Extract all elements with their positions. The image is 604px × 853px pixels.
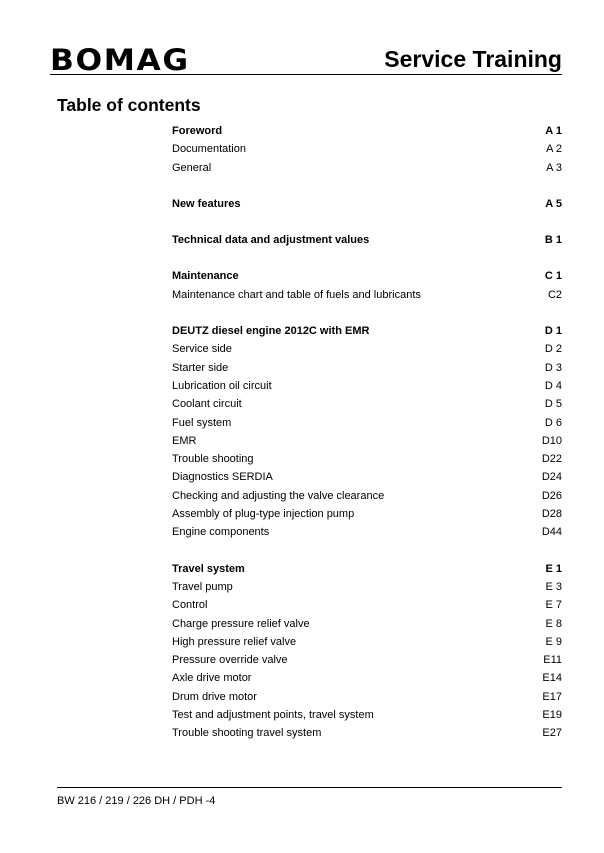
toc-entry[interactable]	[172, 414, 562, 432]
toc-entry-label: Travel system	[172, 562, 245, 575]
toc-entry[interactable]	[172, 688, 562, 706]
toc-section	[172, 560, 562, 743]
toc-entry-page: E19	[542, 709, 562, 722]
toc-entry-page: B 1	[544, 234, 562, 247]
toc-entry[interactable]	[172, 669, 562, 687]
toc-entry-page: D 6	[544, 416, 562, 429]
toc-entry-page: A 3	[546, 161, 562, 174]
toc-entry-page: D10	[541, 434, 562, 447]
toc-entry-label: DEUTZ diesel engine 2012C with EMR	[172, 325, 370, 338]
footer-divider	[57, 787, 562, 788]
toc-entry-page: A 5	[545, 197, 562, 210]
toc-entry-page: D26	[541, 489, 562, 502]
toc-entry-page: E11	[543, 654, 562, 667]
toc-entry-label: Control	[172, 599, 208, 612]
toc-entry[interactable]	[172, 578, 562, 596]
toc-entry-label: Charge pressure relief valve	[172, 617, 310, 630]
toc-entry-label: Travel pump	[172, 580, 233, 593]
toc-entry[interactable]	[172, 596, 562, 614]
toc-entry-label: Diagnostics SERDIA	[172, 471, 273, 484]
toc-entry-label: Trouble shooting	[172, 453, 254, 466]
toc-entry[interactable]	[172, 450, 562, 468]
toc-entry-label: Pressure override valve	[172, 654, 288, 667]
toc-entry-label: New features	[172, 197, 241, 210]
toc-section-heading[interactable]	[172, 322, 562, 340]
toc-entry-page: D 3	[544, 361, 562, 374]
toc-entry-page: D24	[541, 471, 562, 484]
toc-entry-page: E 8	[545, 617, 562, 630]
toc-entry-page: D 5	[544, 398, 562, 411]
toc-entry-label: Starter side	[172, 361, 229, 374]
toc-entry-page: A 1	[545, 125, 562, 137]
toc-entry[interactable]	[172, 159, 562, 177]
toc-section	[172, 267, 562, 304]
toc-section-heading[interactable]	[172, 122, 562, 140]
toc-entry-label: Service side	[172, 343, 232, 356]
toc-section-heading[interactable]	[172, 231, 562, 249]
toc-section	[172, 322, 562, 542]
toc-entry-label: Foreword	[172, 125, 223, 137]
toc-entry-label: Technical data and adjustment values	[172, 234, 370, 247]
toc-entry-label: Checking and adjusting the valve clearance	[172, 489, 385, 502]
toc-entry-label: Drum drive motor	[172, 690, 257, 703]
toc-entry-page: E14	[542, 672, 562, 685]
toc-entry[interactable]	[172, 395, 562, 413]
toc-section-heading[interactable]	[172, 560, 562, 578]
toc-entry-page: D28	[541, 508, 562, 521]
toc-heading: Table of contents	[57, 95, 201, 115]
toc-entry-page: E 1	[545, 562, 562, 575]
toc-entry-label: Coolant circuit	[172, 398, 242, 411]
toc-entry-label: High pressure relief valve	[172, 635, 297, 648]
document-title: Service Training	[384, 46, 562, 72]
toc-entry-label: Lubrication oil circuit	[172, 379, 272, 392]
toc-entry-page: A 2	[546, 143, 562, 156]
toc-entry-page: D 2	[544, 343, 562, 356]
toc-entry[interactable]	[172, 706, 562, 724]
toc-entry-page: C 1	[544, 270, 562, 283]
toc-section	[172, 122, 562, 177]
toc-entry[interactable]	[172, 468, 562, 486]
toc-entry-label: Test and adjustment points, travel system	[172, 709, 374, 722]
toc-entry-page: C2	[547, 288, 562, 301]
toc-entry[interactable]	[172, 724, 562, 742]
toc-entry[interactable]	[172, 487, 562, 505]
toc-entry-label: Engine components	[172, 526, 270, 539]
table-of-contents	[172, 122, 562, 761]
toc-entry-label: Fuel system	[172, 416, 232, 429]
toc-entry[interactable]	[172, 651, 562, 669]
toc-entry-page: D22	[541, 453, 562, 466]
toc-entry[interactable]	[172, 523, 562, 541]
toc-entry-label: Assembly of plug-type injection pump	[172, 508, 355, 521]
toc-entry-page: E27	[542, 727, 562, 740]
toc-entry-label: Maintenance chart and table of fuels and lubricants	[172, 288, 421, 301]
toc-entry[interactable]	[172, 633, 562, 651]
header-divider	[50, 74, 562, 75]
toc-entry-label: General	[172, 161, 212, 174]
toc-entry-page: E 9	[545, 635, 562, 648]
toc-section-heading[interactable]	[172, 267, 562, 285]
toc-entry[interactable]	[172, 505, 562, 523]
toc-entry-label: Axle drive motor	[172, 672, 252, 685]
toc-entry[interactable]	[172, 286, 562, 304]
toc-section	[172, 195, 562, 213]
toc-entry-page: E 3	[545, 580, 562, 593]
toc-entry[interactable]	[172, 432, 562, 450]
toc-entry-label: Documentation	[172, 143, 246, 156]
toc-entry[interactable]	[172, 340, 562, 358]
toc-section-heading[interactable]	[172, 195, 562, 213]
toc-entry-label: Trouble shooting travel system	[172, 727, 322, 740]
footer-model-text: BW 216 / 219 / 226 DH / PDH -4	[57, 795, 216, 807]
toc-entry-page: E17	[542, 690, 562, 703]
toc-entry[interactable]	[172, 359, 562, 377]
toc-entry-page: D44	[541, 526, 562, 539]
toc-entry-label: EMR	[172, 434, 197, 447]
bomag-logo: BOMAG	[50, 43, 190, 77]
toc-entry[interactable]	[172, 377, 562, 395]
toc-section	[172, 231, 562, 249]
toc-entry-page: D 1	[544, 325, 562, 338]
toc-entry-label: Maintenance	[172, 270, 239, 283]
toc-entry[interactable]	[172, 140, 562, 158]
toc-entry[interactable]	[172, 615, 562, 633]
toc-entry-page: E 7	[545, 599, 562, 612]
toc-entry-page: D 4	[544, 379, 562, 392]
